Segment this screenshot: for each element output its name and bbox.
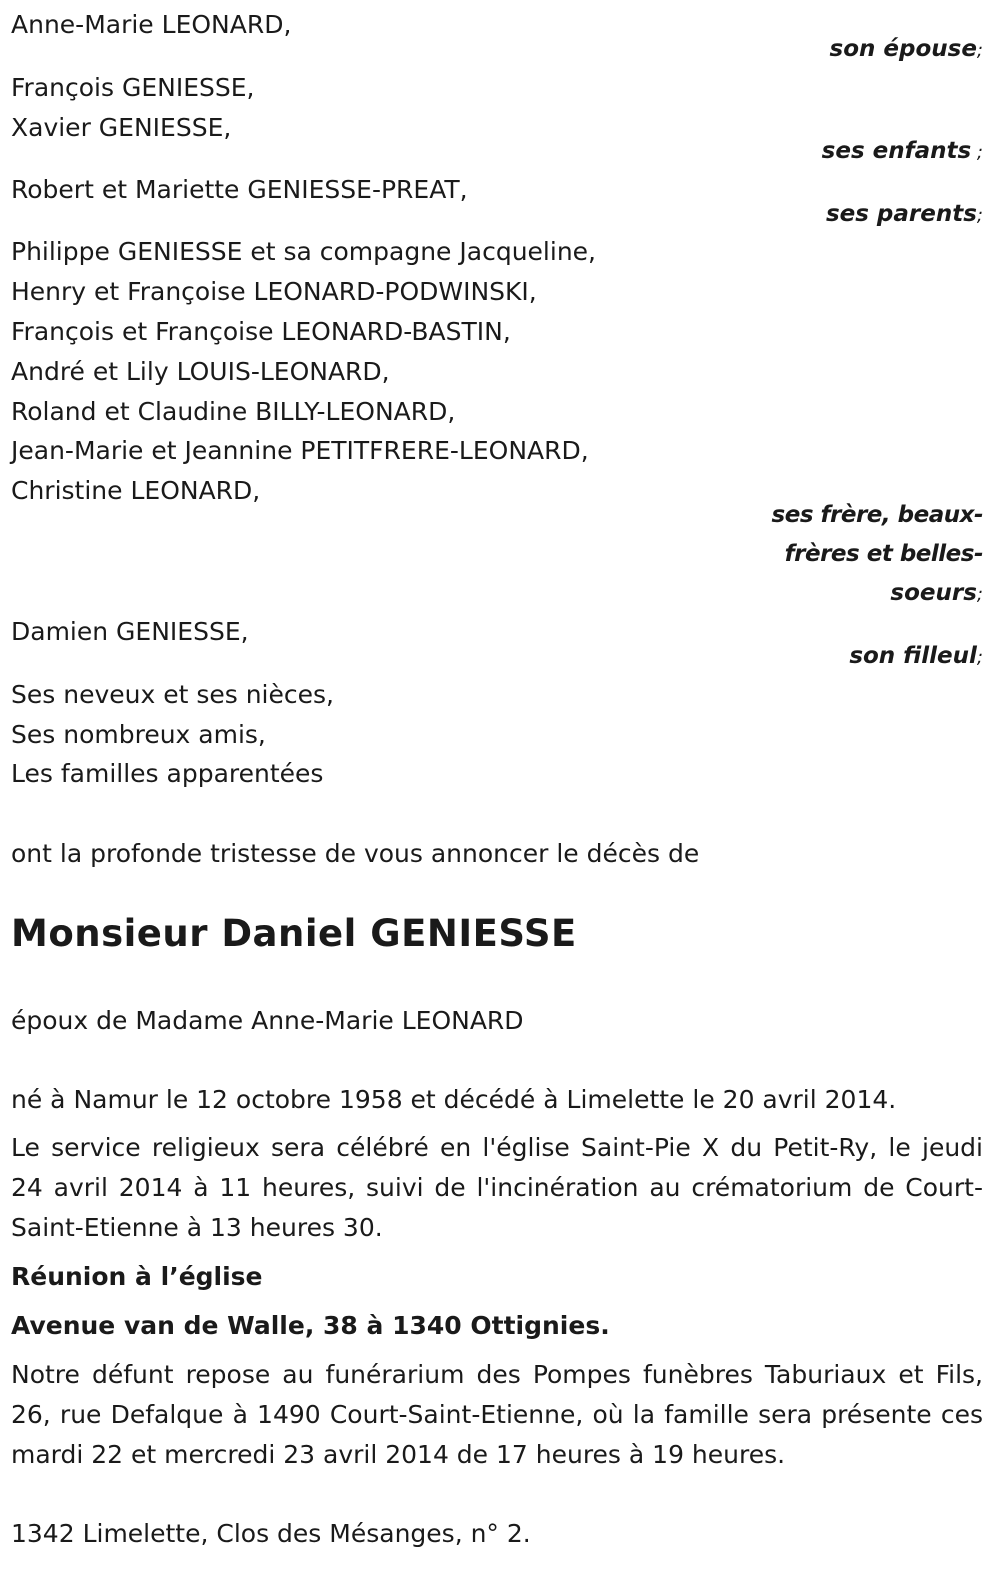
birth-death: né à Namur le 12 octobre 1958 et décédé à Limelette le 20 avril 2014. (11, 1085, 897, 1114)
child-name: Xavier GENIESSE, (11, 113, 232, 142)
announcement: ont la profonde tristesse de vous annoncer le décès de (11, 839, 700, 868)
relation-children-sep: ; (971, 142, 983, 163)
sibling-name: Henry et Françoise LEONARD-PODWINSKI, (11, 277, 537, 306)
relation-siblings-line (890, 573, 983, 615)
other-family-line: Ses neveux et ses nièces, (11, 680, 334, 709)
other-family-line: Les familles apparentées (11, 759, 324, 788)
godson-name: Damien GENIESSE, (11, 617, 249, 646)
relation-parents-sep: ; (976, 205, 983, 226)
relation-parents (826, 194, 983, 236)
relation-parents-text: ses parents (825, 201, 977, 227)
relation-siblings-line (772, 495, 983, 535)
church-address: Avenue van de Walle, 38 à 1340 Ottignies. (11, 1311, 610, 1340)
relation-siblings-text: soeurs (890, 580, 977, 606)
service-details: Le service religieux sera célébré en l'église Saint-Pie X du Petit-Ry, le jeudi 24 avril 2014 à 11 heures, suivi de l'incinération au crématorium de Court-Saint-Etienne à 13 heures 30. (11, 1133, 983, 1242)
relation-godson-sep: ; (976, 647, 983, 668)
relation-godson-text: son filleul (849, 643, 977, 669)
relation-siblings-sep: ; (976, 584, 983, 605)
sibling-name: André et Lily LOUIS-LEONARD, (11, 357, 390, 386)
relation-children (822, 131, 983, 173)
relation-spouse-sep: ; (976, 40, 983, 61)
spouse-name: Anne-Marie LEONARD, (11, 10, 292, 39)
sibling-name: Jean-Marie et Jeannine PETITFRERE-LEONARD, (11, 436, 589, 465)
deceased-name: Monsieur Daniel GENIESSE (11, 912, 577, 955)
sibling-name: Roland et Claudine BILLY-LEONARD, (11, 397, 456, 426)
relation-spouse (830, 29, 983, 71)
relation-children-text: ses enfants (821, 138, 972, 164)
relation-siblings-line (785, 534, 983, 574)
relation-siblings-text: frères et belles- (784, 541, 983, 567)
relation-godson (849, 636, 983, 678)
funeral-home-details: Notre défunt repose au funérarium des Pompes funèbres Taburiaux et Fils, 26, rue Defalque à 1490 Court-Saint-Etienne, où la famille sera présente ces mardi 22 et mercredi 23 avril 2014 de 17 heures à 19 heures. (11, 1360, 983, 1469)
sibling-name: Philippe GENIESSE et sa compagne Jacqueline, (11, 237, 596, 266)
other-family-line: Ses nombreux amis, (11, 720, 266, 749)
relation-spouse-text: son épouse (829, 36, 977, 62)
parents-name: Robert et Mariette GENIESSE-PREAT, (11, 175, 468, 204)
spouse-of: époux de Madame Anne-Marie LEONARD (11, 1006, 524, 1035)
sibling-name: François et Françoise LEONARD-BASTIN, (11, 317, 511, 346)
home-address: 1342 Limelette, Clos des Mésanges, n° 2. (11, 1519, 531, 1548)
meeting-title: Réunion à l’église (11, 1262, 263, 1291)
sibling-name: Christine LEONARD, (11, 476, 261, 505)
child-name: François GENIESSE, (11, 73, 255, 102)
relation-siblings-text: ses frère, beaux- (771, 502, 983, 528)
